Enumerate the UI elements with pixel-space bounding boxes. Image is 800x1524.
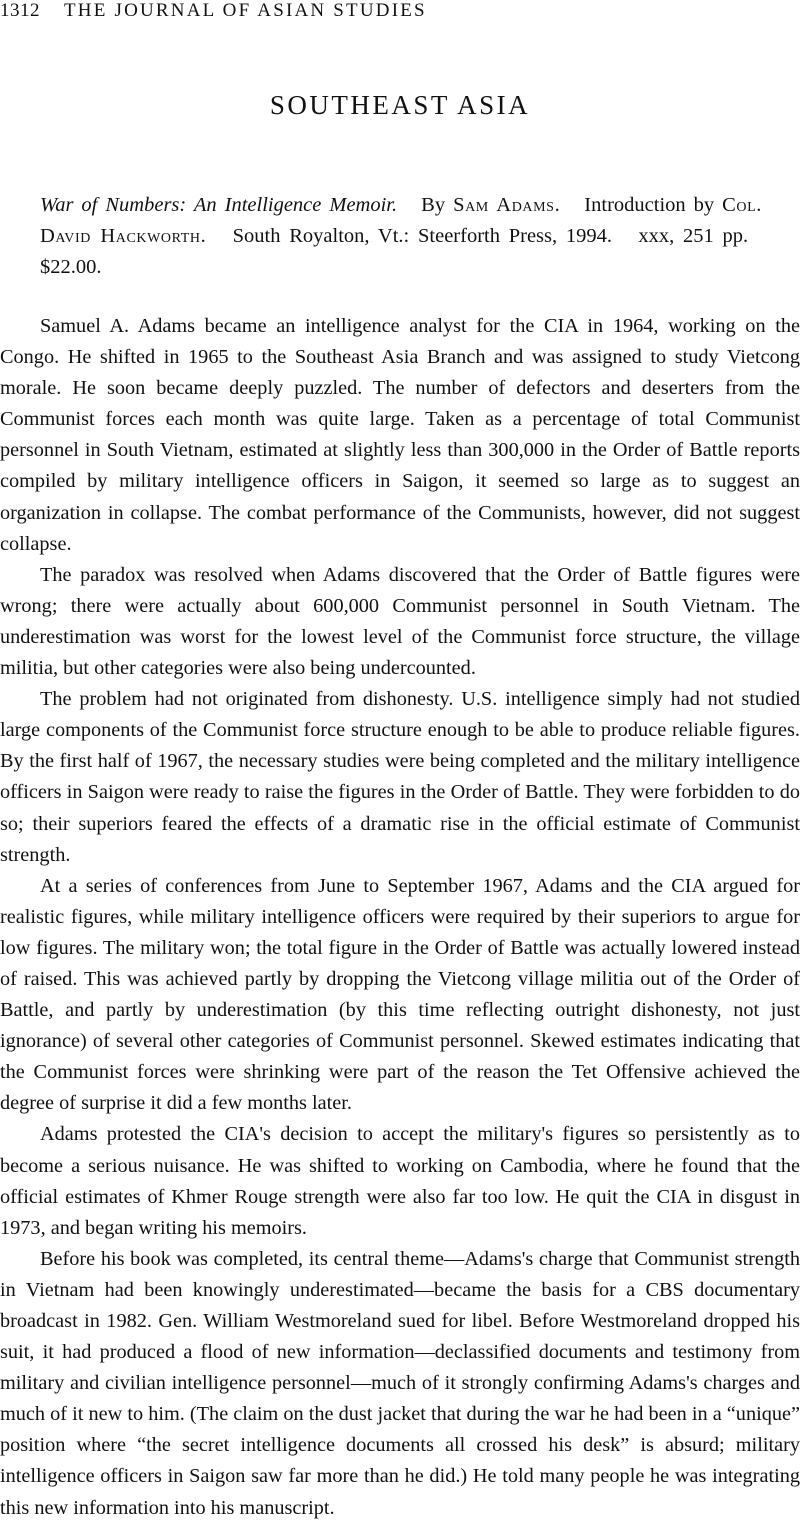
paragraph: The problem had not originated from dishonesty. U.S. intelligence simply had not studied large components of the Communist force structure enough to be able to produce reliable figures. By the first half of 1967, the necessary studies were being completed and the military intelligence officers in Saigon were ready to raise the figures in the Order of Battle. They were forbidden to do so; their superiors feared the effects of a dramatic rise in the official estimate of Communist strength. bbox=[0, 688, 800, 866]
paragraph: Samuel A. Adams became an intelligence analyst for the CIA in 1964, working on the Congo. He shifted in 1965 to the Southeast Asia Branch and was assigned to study Vietcong morale. He soon became deeply puzzled. The number of defectors and deserters from the Communist forces each month was quite large. Taken as a percentage of total Communist personnel in South Vietnam, estimated at slightly less than 300,000 in the Order of Battle reports compiled by military intelligence officers in Saigon, it seemed so large as to suggest an organization in collapse. The combat performance of the Communists, however, did not suggest collapse. bbox=[0, 315, 800, 555]
paragraph: Adams protested the CIA's decision to accept the military's figures so persistently as to become a serious nuisance. He was shifted to working on Cambodia, where he found that the official estimates of Khmer Rouge strength were also far too low. He quit the CIA in disgust in 1973, and began writing his memoirs. bbox=[0, 1123, 800, 1239]
publication-info: South Royalton, Vt.: Steerforth Press, 1994. bbox=[232, 225, 613, 247]
intro-author: Col. David Hackworth. bbox=[40, 194, 763, 247]
paragraph: The paradox was resolved when Adams discovered that the Order of Battle figures were wrong; there were actually about 600,000 Communist personnel in South Vietnam. The underestimation was worst for the lowest level of the Communist force structure, the village militia, but other categories were also being undercounted. bbox=[0, 563, 800, 680]
by-label: By bbox=[421, 194, 446, 216]
section-title: SOUTHEAST ASIA bbox=[269, 90, 531, 120]
running-head bbox=[0, 0, 427, 24]
review-citation bbox=[40, 190, 762, 283]
book-author: Sam Adams. bbox=[453, 194, 561, 216]
book-price: $22.00. bbox=[40, 256, 102, 278]
journal-title: THE JOURNAL OF ASIAN STUDIES bbox=[64, 0, 427, 21]
page-count: xxx, 251 pp. bbox=[638, 225, 749, 247]
book-title: War of Numbers: An Intelligence Memoir. bbox=[40, 194, 398, 216]
paragraph: Before his book was completed, its central theme—Adams's charge that Communist strength in Vietnam had been knowingly underestimated—became the basis for a CBS documentary broadcast in 1982. Gen. William Westmoreland sued for libel. Before Westmoreland dropped his suit, it had produced a flood of new information—declassified documents and testimony from military and civilian intelligence personnel—much of it strongly confirming Adams's charges and much of it new to him. (The claim on the dust jacket that during the war he had been in a “unique” position where “the secret intelligence documents all crossed his desk” is absurd; military intelligence officers in Saigon saw far more than he did.) He told many people he was integrating this new information into his manuscript. bbox=[0, 1247, 800, 1519]
review-body bbox=[0, 311, 800, 1524]
intro-label: Introduction by bbox=[584, 194, 715, 216]
page-number: 1312 bbox=[0, 0, 40, 21]
paragraph: At a series of conferences from June to September 1967, Adams and the CIA argued for realistic figures, while military intelligence officers were required by their superiors to argue for low figures. The military won; the total figure in the Order of Battle was actually lowered instead of raised. This was achieved partly by dropping the Vietcong village militia out of the Order of Battle, and partly by underestimation (by this time reflecting outright dishonesty, not just ignorance) of several other categories of Communist personnel. Skewed estimates indicating that the Communist forces were shrinking were part of the reason the Tet Offensive achieved the degree of surprise it did a few months later. bbox=[0, 874, 800, 1115]
